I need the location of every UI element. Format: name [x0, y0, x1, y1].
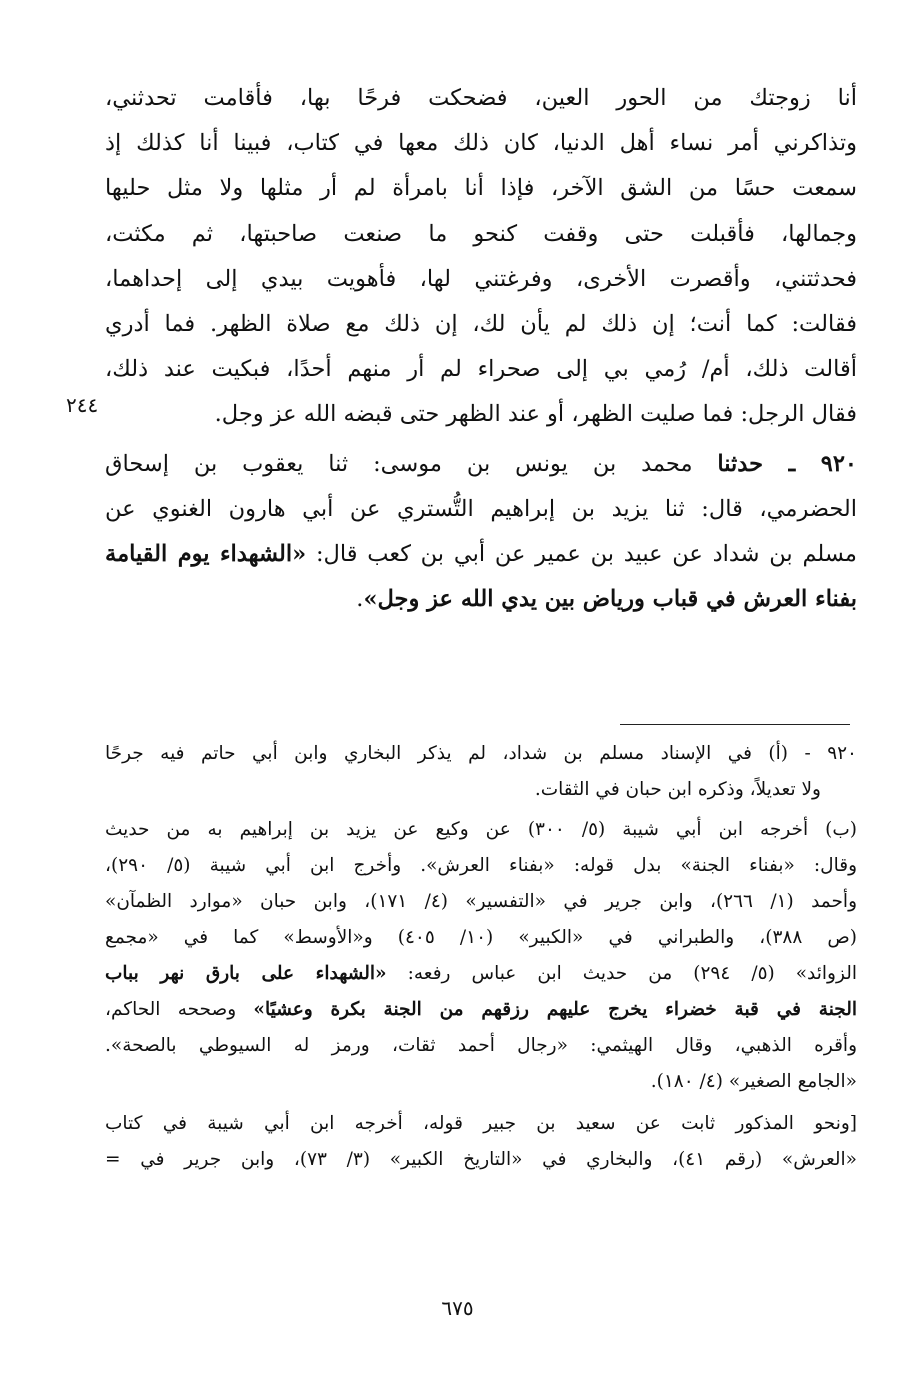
main-line: فحدثتني، وأقصرت الأخرى، وفرغتني لها، فأهويت بيدي إلى إحداهما،: [105, 265, 857, 292]
main-text: [105, 76, 857, 622]
main-line: فقال الرجل: فما صليت الظهر، أو عند الظهر حتى قبضه الله عز وجل.: [214, 401, 857, 428]
footnote-line: (ب) أخرجه ابن أبي شيبة (٥/ ٣٠٠) عن وكيع عن يزيد بن إبراهيم به من حديث: [105, 819, 857, 840]
footnote-line: [ونحو المذكور ثابت عن سعيد بن جبير قوله، أخرجه ابن أبي شيبة في كتاب: [105, 1113, 857, 1134]
footnote-line: وأقره الذهبي، وقال الهيثمي: «رجال أحمد ثقات، ورمز له السيوطي بالصحة».: [105, 1035, 857, 1056]
footnote-line: [105, 992, 857, 1028]
main-line: فقالت: كما أنت؛ إن ذلك لم يأن لك، إن ذلك مع صلاة الظهر. فما أدري: [105, 311, 857, 338]
hadith-line: [105, 577, 857, 622]
hadith-quote: بفناء العرش في قباب ورياض بين يدي الله عز وجل»: [363, 586, 857, 613]
hadith-end: .: [356, 586, 364, 613]
footnote-text: وصححه الحاكم،: [105, 999, 254, 1020]
hadith-line: الحضرمي، قال: ثنا يزيد بن إبراهيم التُّستري عن أبي هارون الغنوي عن: [105, 495, 857, 522]
hadith-quote: «الشهداء يوم القيامة: [105, 541, 307, 568]
footnote-b: [105, 812, 857, 1100]
footnote-quote: «الشهداء على بارق نهر بباب: [105, 963, 387, 984]
hadith-paragraph: [105, 442, 857, 623]
main-line: سمعت حسًا من الشق الآخر، فإذا أنا بامرأة لم أر مثلها ولا مثل حليها: [105, 175, 857, 202]
main-line: أنا زوجتك من الحور العين، فضحكت فرحًا بها، فأقامت تحدثني،: [105, 85, 857, 111]
footnote-quote: الجنة في قبة خضراء يخرج عليهم رزقهم من الجنة بكرة وعشيًا»: [253, 999, 857, 1020]
footnote-line: (ص ٣٨٨)، والطبراني في «الكبير» (١٠/ ٤٠٥) و«الأوسط» كما في «مجمع: [105, 927, 857, 948]
page-number: ٦٧٥: [441, 1296, 474, 1320]
footnote-a: [105, 736, 857, 808]
footnotes: [105, 736, 857, 1178]
footnote-line: ٩٢٠ - (أ) في الإسناد مسلم بن شداد، لم يذكر البخاري وابن أبي حاتم فيه جرحًا: [105, 743, 857, 764]
footnote-line: وقال: «بفناء الجنة» بدل قوله: «بفناء العرش». وأخرج ابن أبي شيبة (٥/ ٢٩٠)،: [105, 855, 857, 876]
hadith-line: [105, 532, 857, 577]
footnote-c: [105, 1106, 857, 1178]
main-line: وجمالها، فأقبلت حتى وقفت كنحو ما صنعت صاحبتها، ثم مكثت،: [105, 220, 857, 247]
footnote-line: [105, 956, 857, 992]
footnote-line: «الجامع الصغير» (٤/ ١٨٠).: [650, 1071, 857, 1092]
hadith-text: محمد بن يونس بن موسى: ثنا يعقوب بن إسحاق: [105, 450, 718, 477]
footnote-line: «العرش» (رقم ٤١)، والبخاري في «التاريخ الكبير» (٣/ ٧٣)، وابن جرير في =: [105, 1149, 857, 1170]
main-line: وتذاكرني أمر نساء أهل الدنيا، كان ذلك معها في كتاب، فبينا أنا كذلك إذ: [105, 130, 857, 157]
footnote-line: ولا تعديلاً، وذكره ابن حبان في الثقات.: [534, 779, 821, 800]
hadith-text: مسلم بن شداد عن عبيد بن عمير عن أبي بن كعب قال:: [306, 541, 857, 568]
hadith-number: ٩٢٠ ـ حدثنا: [717, 450, 857, 477]
footnote-text: الزوائد» (٥/ ٢٩٤) من حديث ابن عباس رفعه:: [386, 963, 857, 984]
footnote-separator: [620, 724, 850, 725]
manuscript-folio-number: ٢٤٤: [66, 393, 99, 417]
footnote-line: وأحمد (١/ ٢٦٦)، وابن جرير في «التفسير» (٤/ ١٧١)، وابن حبان «موارد الظمآن»: [105, 891, 857, 912]
hadith-line: [105, 442, 857, 487]
main-line: أقالت ذلك، أم/ رُمي بي إلى صحراء لم أر منهم أحدًا، فبكيت عند ذلك،: [105, 356, 857, 383]
